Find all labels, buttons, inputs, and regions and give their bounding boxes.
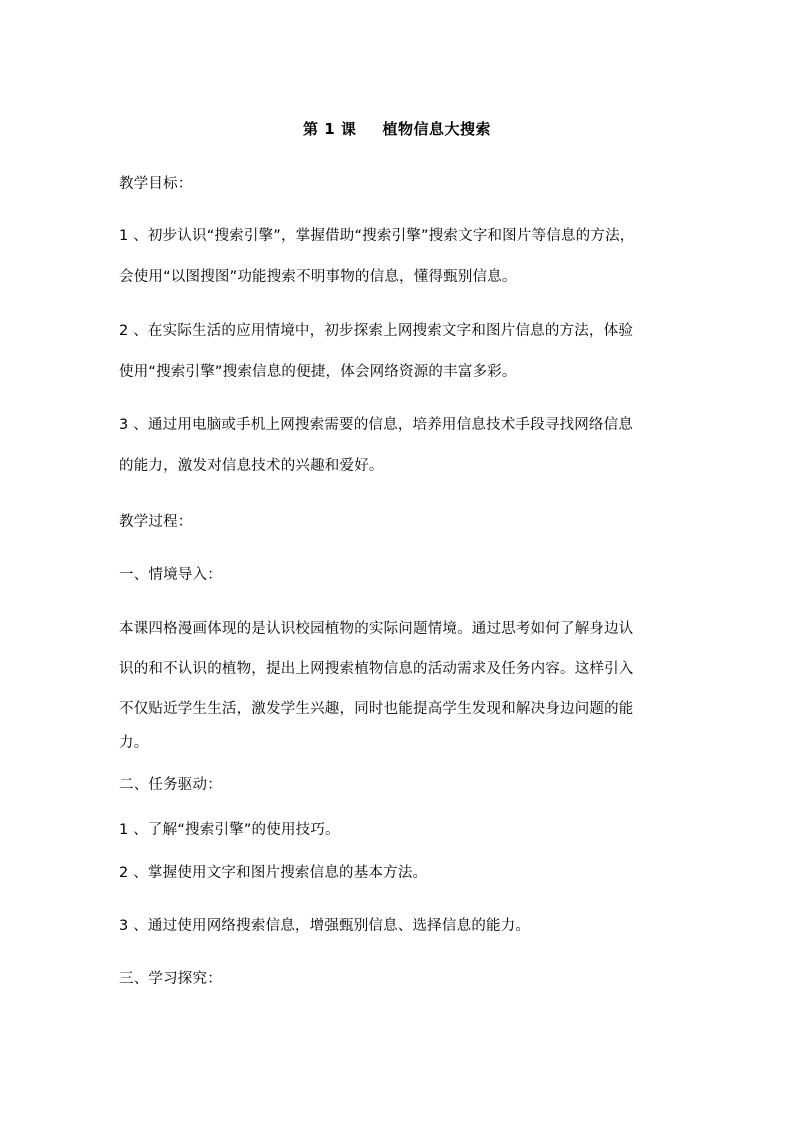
objective-2-line-1: 2 、在实际生活的应用情境中，初步探索上网搜索文字和图片信息的方法，体验 [119, 323, 634, 339]
page-title [0, 118, 794, 140]
objective-1-line-1: 1 、初步认识“搜索引擎”，掌握借助“搜索引擎”搜索文字和图片等信息的方法， [119, 228, 635, 244]
part-1-line-2: 识的和不认识的植物，提出上网搜索植物信息的活动需求及任务内容。这样引入 [119, 661, 634, 677]
part-1-line-1: 本课四格漫画体现的是认识校园植物的实际问题情境。通过思考如何了解身边认 [119, 621, 634, 637]
part-1-heading: 一、情境导入： [119, 567, 222, 583]
task-1: 1 、了解“搜索引擎”的使用技巧。 [119, 822, 340, 838]
lesson-number: 第 1 课 [303, 120, 357, 138]
part-1-line-3: 不仅贴近学生生活，激发学生兴趣，同时也能提高学生发现和解决身边问题的能 [119, 701, 634, 717]
task-2: 2 、掌握使用文字和图片搜索信息的基本方法。 [119, 865, 428, 881]
part-1-line-4: 力。 [119, 735, 149, 751]
objective-1-line-2: 会使用“以图搜图”功能搜索不明事物的信息，懂得甄别信息。 [119, 269, 517, 285]
objective-2-line-2: 使用“搜索引擎”搜索信息的便捷，体会网络资源的丰富多彩。 [119, 364, 517, 380]
process-heading: 教学过程： [119, 514, 193, 530]
task-3: 3 、通过使用网络搜索信息，增强甄别信息、选择信息的能力。 [119, 918, 531, 934]
objective-3-line-1: 3 、通过用电脑或手机上网搜索需要的信息，培养用信息技术手段寻找网络信息 [119, 417, 634, 433]
part-3-heading: 三、学习探究： [119, 971, 222, 987]
objectives-heading: 教学目标： [119, 176, 193, 192]
objective-3-line-2: 的能力，激发对信息技术的兴趣和爱好。 [119, 458, 384, 474]
part-2-heading: 二、任务驱动： [119, 777, 222, 793]
lesson-name: 植物信息大搜索 [382, 120, 491, 138]
